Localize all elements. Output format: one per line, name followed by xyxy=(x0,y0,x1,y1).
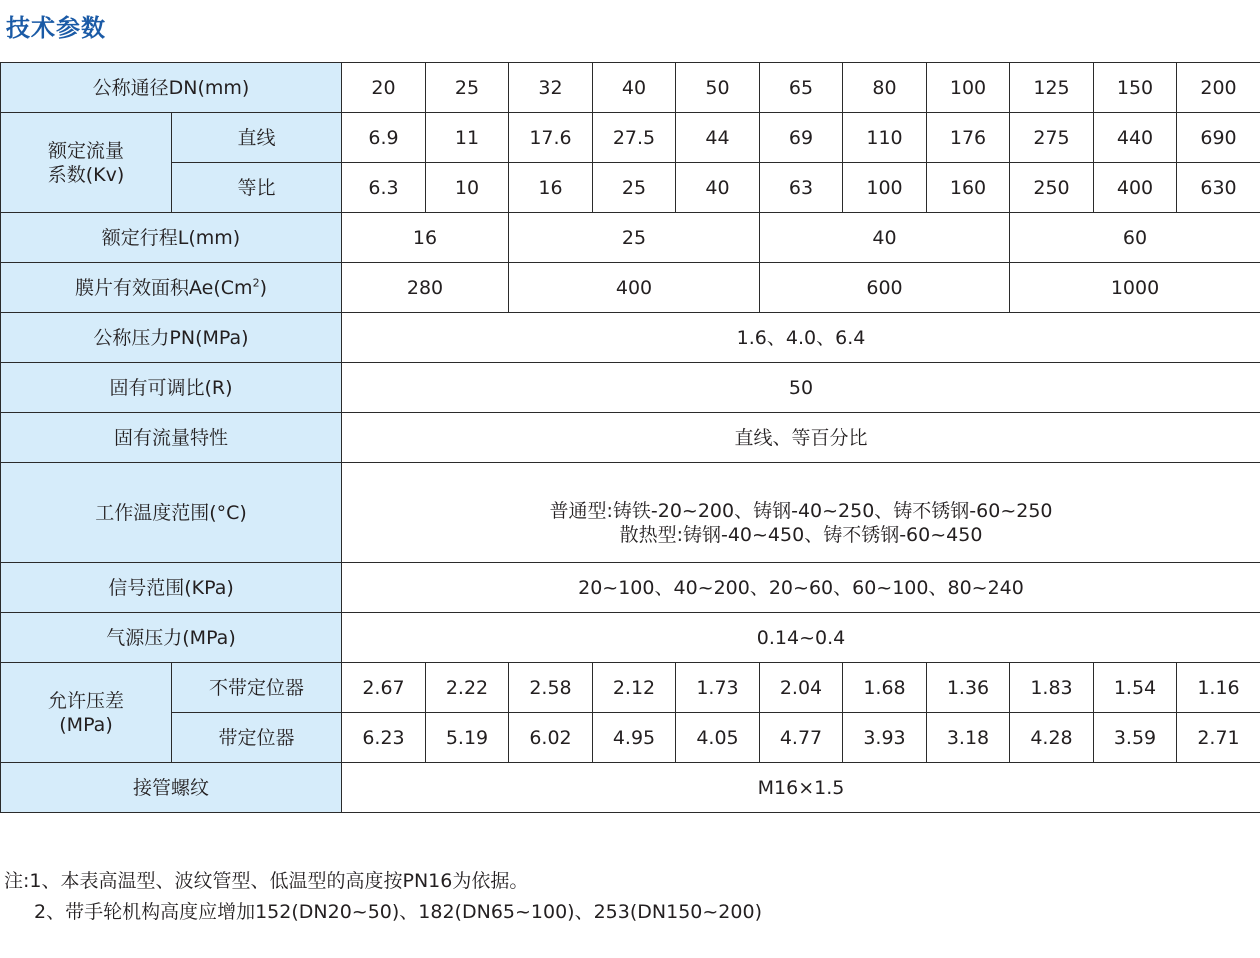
dp-nopos-label: 不带定位器 xyxy=(172,663,342,713)
kv-label-line2: 系数(Kv) xyxy=(47,163,125,186)
air-value: 0.14~0.4 xyxy=(342,613,1260,663)
thread-label: 接管螺纹 xyxy=(1,763,342,813)
temp-line2: 散热型:铸钢-40~450、铸不锈钢-60~450 xyxy=(619,523,983,546)
dp-pos-value: 2.71 xyxy=(1177,713,1260,763)
area-value: 1000 xyxy=(1010,263,1260,313)
dp-pos-value: 5.19 xyxy=(426,713,509,763)
note-line-1: 注:1、本表高温型、波纹管型、低温型的高度按PN16为依据。 xyxy=(4,870,529,892)
stroke-value: 60 xyxy=(1010,213,1260,263)
flow-char-value: 直线、等百分比 xyxy=(342,413,1260,463)
row-air xyxy=(1,613,1260,663)
page-title: 技术参数 xyxy=(6,14,106,42)
dp-nopos-value: 1.16 xyxy=(1177,663,1260,713)
kv-linear-value: 69 xyxy=(760,113,843,163)
kv-equal-value: 400 xyxy=(1094,163,1177,213)
kv-linear-value: 44 xyxy=(676,113,760,163)
dp-nopos-value: 2.67 xyxy=(342,663,426,713)
dp-pos-value: 4.77 xyxy=(760,713,843,763)
stroke-value: 16 xyxy=(342,213,509,263)
temp-label: 工作温度范围(°C) xyxy=(1,463,342,563)
row-dp-nopos xyxy=(1,663,1260,713)
kv-linear-value: 275 xyxy=(1010,113,1094,163)
kv-linear-value: 27.5 xyxy=(593,113,676,163)
area-value: 280 xyxy=(342,263,509,313)
dn-value: 80 xyxy=(843,63,927,113)
dn-value: 200 xyxy=(1177,63,1260,113)
dp-nopos-value: 2.58 xyxy=(509,663,593,713)
kv-label xyxy=(1,113,172,213)
dp-pos-value: 4.95 xyxy=(593,713,676,763)
pn-value: 1.6、4.0、6.4 xyxy=(342,313,1260,363)
dp-nopos-value: 2.12 xyxy=(593,663,676,713)
dn-value: 32 xyxy=(509,63,593,113)
temp-value xyxy=(342,463,1260,563)
ratio-value: 50 xyxy=(342,363,1260,413)
dn-label: 公称通径DN(mm) xyxy=(1,63,342,113)
row-dp-pos xyxy=(1,713,1260,763)
stroke-value: 25 xyxy=(509,213,760,263)
kv-linear-value: 440 xyxy=(1094,113,1177,163)
dp-pos-value: 4.28 xyxy=(1010,713,1094,763)
area-label-end: ) xyxy=(259,276,267,299)
dp-pos-value: 4.05 xyxy=(676,713,760,763)
dp-pos-value: 3.59 xyxy=(1094,713,1177,763)
stroke-label: 额定行程L(mm) xyxy=(1,213,342,263)
signal-value: 20~100、40~200、20~60、60~100、80~240 xyxy=(342,563,1260,613)
kv-linear-value: 110 xyxy=(843,113,927,163)
kv-equal-value: 25 xyxy=(593,163,676,213)
notes xyxy=(4,866,762,928)
dn-value: 100 xyxy=(927,63,1010,113)
kv-equal-value: 10 xyxy=(426,163,509,213)
kv-equal-value: 160 xyxy=(927,163,1010,213)
row-stroke xyxy=(1,213,1260,263)
dn-value: 40 xyxy=(593,63,676,113)
kv-linear-value: 176 xyxy=(927,113,1010,163)
row-pn xyxy=(1,313,1260,363)
dn-value: 20 xyxy=(342,63,426,113)
kv-equal-value: 630 xyxy=(1177,163,1260,213)
dp-nopos-value: 2.22 xyxy=(426,663,509,713)
thread-value: M16×1.5 xyxy=(342,763,1260,813)
area-label-main: 膜片有效面积Ae(Cm xyxy=(75,276,253,299)
dp-label-line2: (MPa) xyxy=(59,713,113,736)
dp-pos-label: 带定位器 xyxy=(172,713,342,763)
dp-nopos-value: 1.73 xyxy=(676,663,760,713)
row-kv-linear xyxy=(1,113,1260,163)
air-label: 气源压力(MPa) xyxy=(1,613,342,663)
dn-value: 65 xyxy=(760,63,843,113)
kv-equal-value: 6.3 xyxy=(342,163,426,213)
row-temp xyxy=(1,463,1260,563)
kv-equal-value: 63 xyxy=(760,163,843,213)
row-ratio xyxy=(1,363,1260,413)
note-line-2: 2、带手轮机构高度应增加152(DN20~50)、182(DN65~100)、253(DN150~200) xyxy=(34,901,762,923)
row-kv-equal xyxy=(1,163,1260,213)
dn-value: 50 xyxy=(676,63,760,113)
area-label-sup: 2 xyxy=(252,276,260,290)
kv-equal-value: 16 xyxy=(509,163,593,213)
kv-equal-value: 250 xyxy=(1010,163,1094,213)
dp-pos-value: 6.02 xyxy=(509,713,593,763)
kv-equal-value: 100 xyxy=(843,163,927,213)
dp-pos-value: 6.23 xyxy=(342,713,426,763)
dp-pos-value: 3.93 xyxy=(843,713,927,763)
dn-value: 25 xyxy=(426,63,509,113)
dp-nopos-value: 2.04 xyxy=(760,663,843,713)
area-value: 400 xyxy=(509,263,760,313)
dn-value: 125 xyxy=(1010,63,1094,113)
kv-equal-label: 等比 xyxy=(172,163,342,213)
area-value: 600 xyxy=(760,263,1010,313)
row-signal xyxy=(1,563,1260,613)
kv-linear-value: 6.9 xyxy=(342,113,426,163)
ratio-label: 固有可调比(R) xyxy=(1,363,342,413)
kv-linear-value: 17.6 xyxy=(509,113,593,163)
dp-nopos-value: 1.83 xyxy=(1010,663,1094,713)
kv-linear-value: 11 xyxy=(426,113,509,163)
row-flow-char xyxy=(1,413,1260,463)
row-area xyxy=(1,263,1260,313)
dp-label xyxy=(1,663,172,763)
row-thread xyxy=(1,763,1260,813)
temp-line1: 普通型:铸铁-20~200、铸钢-40~250、铸不锈钢-60~250 xyxy=(549,499,1053,522)
dp-nopos-value: 1.54 xyxy=(1094,663,1177,713)
area-label xyxy=(1,263,342,313)
kv-linear-value: 690 xyxy=(1177,113,1260,163)
kv-label-line1: 额定流量 xyxy=(47,139,124,162)
dn-value: 150 xyxy=(1094,63,1177,113)
dp-pos-value: 3.18 xyxy=(927,713,1010,763)
dp-nopos-value: 1.36 xyxy=(927,663,1010,713)
spec-table xyxy=(0,62,1260,813)
kv-linear-label: 直线 xyxy=(172,113,342,163)
pn-label: 公称压力PN(MPa) xyxy=(1,313,342,363)
flow-char-label: 固有流量特性 xyxy=(1,413,342,463)
kv-equal-value: 40 xyxy=(676,163,760,213)
stroke-value: 40 xyxy=(760,213,1010,263)
signal-label: 信号范围(KPa) xyxy=(1,563,342,613)
row-dn xyxy=(1,63,1260,113)
dp-nopos-value: 1.68 xyxy=(843,663,927,713)
dp-label-line1: 允许压差 xyxy=(47,689,124,712)
